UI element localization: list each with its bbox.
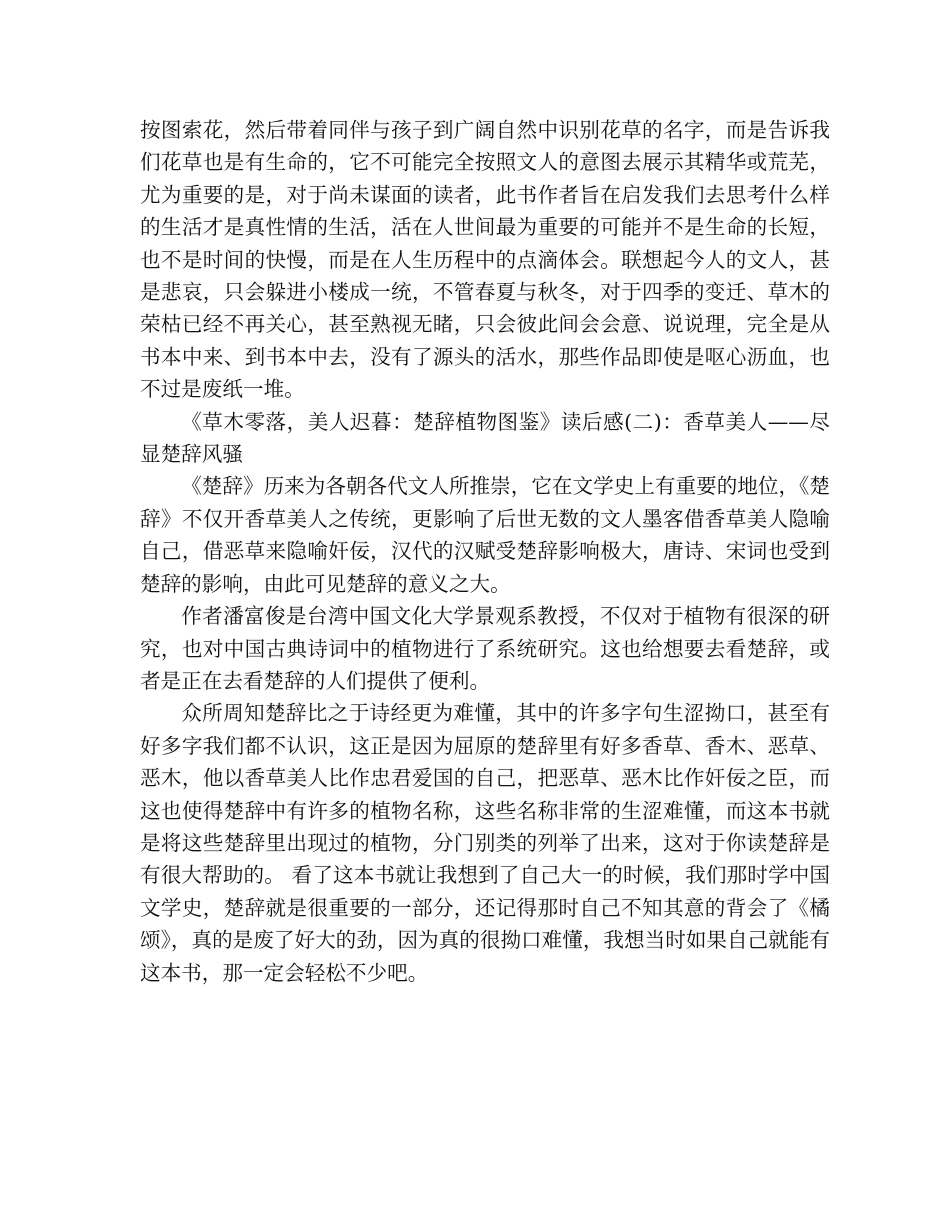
paragraph: 众所周知楚辞比之于诗经更为难懂，其中的许多字句生涩拗口，甚至有好多字我们都不认识，这正是因为屈原的楚辞里有好多香草、香木、恶草、恶木，他以香草美人比作忠君爱国的自己，把恶草、恶木比作奸佞之臣，而这也使得楚辞中有许多的植物名称，这些名称非常的生涩难懂，而这本书就是将这些楚辞里出现过的植物，分门别类的列举了出来，这对于你读楚辞是有很大帮助的。 看了这本书就让我想到了自己大一的时候，我们那时学中国文学史，楚辞就是很重要的一部分，还记得那时自己不知其意的背会了《橘颂》，真的是废了好大的劲，因为真的很拗口难懂，我想当时如果自己就能有这本书，那一定会轻松不少吧。 (140, 701, 830, 985)
paragraph: 作者潘富俊是台湾中国文化大学景观系教授，不仅对于植物有很深的研究，也对中国古典诗词中的植物进行了系统研究。这也给想要去看楚辞，或者是正在去看楚辞的人们提供了便利。 (140, 604, 830, 693)
section-heading: 《草木零落，美人迟暮：楚辞植物图鉴》读后感(二)：香草美人——尽显楚辞风骚 (140, 409, 830, 467)
paragraph: 《楚辞》历来为各朝各代文人所推崇，它在文学史上有重要的地位，《楚辞》不仅开香草美人之传统，更影响了后世无数的文人墨客借香草美人隐喻自己，借恶草来隐喻奸佞，汉代的汉赋受楚辞影响极大，唐诗、宋词也受到楚辞的影响，由此可见楚辞的意义之大。 (140, 474, 830, 596)
paragraph-continued: 按图索花，然后带着同伴与孩子到广阔自然中识别花草的名字，而是告诉我们花草也是有生命的，它不可能完全按照文人的意图去展示其精华或荒芜，尤为重要的是，对于尚未谋面的读者，此书作者旨在启发我们去思考什么样的生活才是真性情的生活，活在人世间最为重要的可能并不是生命的长短，也不是时间的快慢，而是在人生历程中的点滴体会。联想起今人的文人，甚是悲哀，只会躲进小楼成一统，不管春夏与秋冬，对于四季的变迁、草木的荣枯已经不再关心，甚至熟视无睹，只会彼此间会会意、说说理，完全是从书本中来、到书本中去，没有了源头的活水，那些作品即使是呕心沥血，也不过是废纸一堆。 (140, 118, 830, 402)
document-body (140, 114, 830, 989)
